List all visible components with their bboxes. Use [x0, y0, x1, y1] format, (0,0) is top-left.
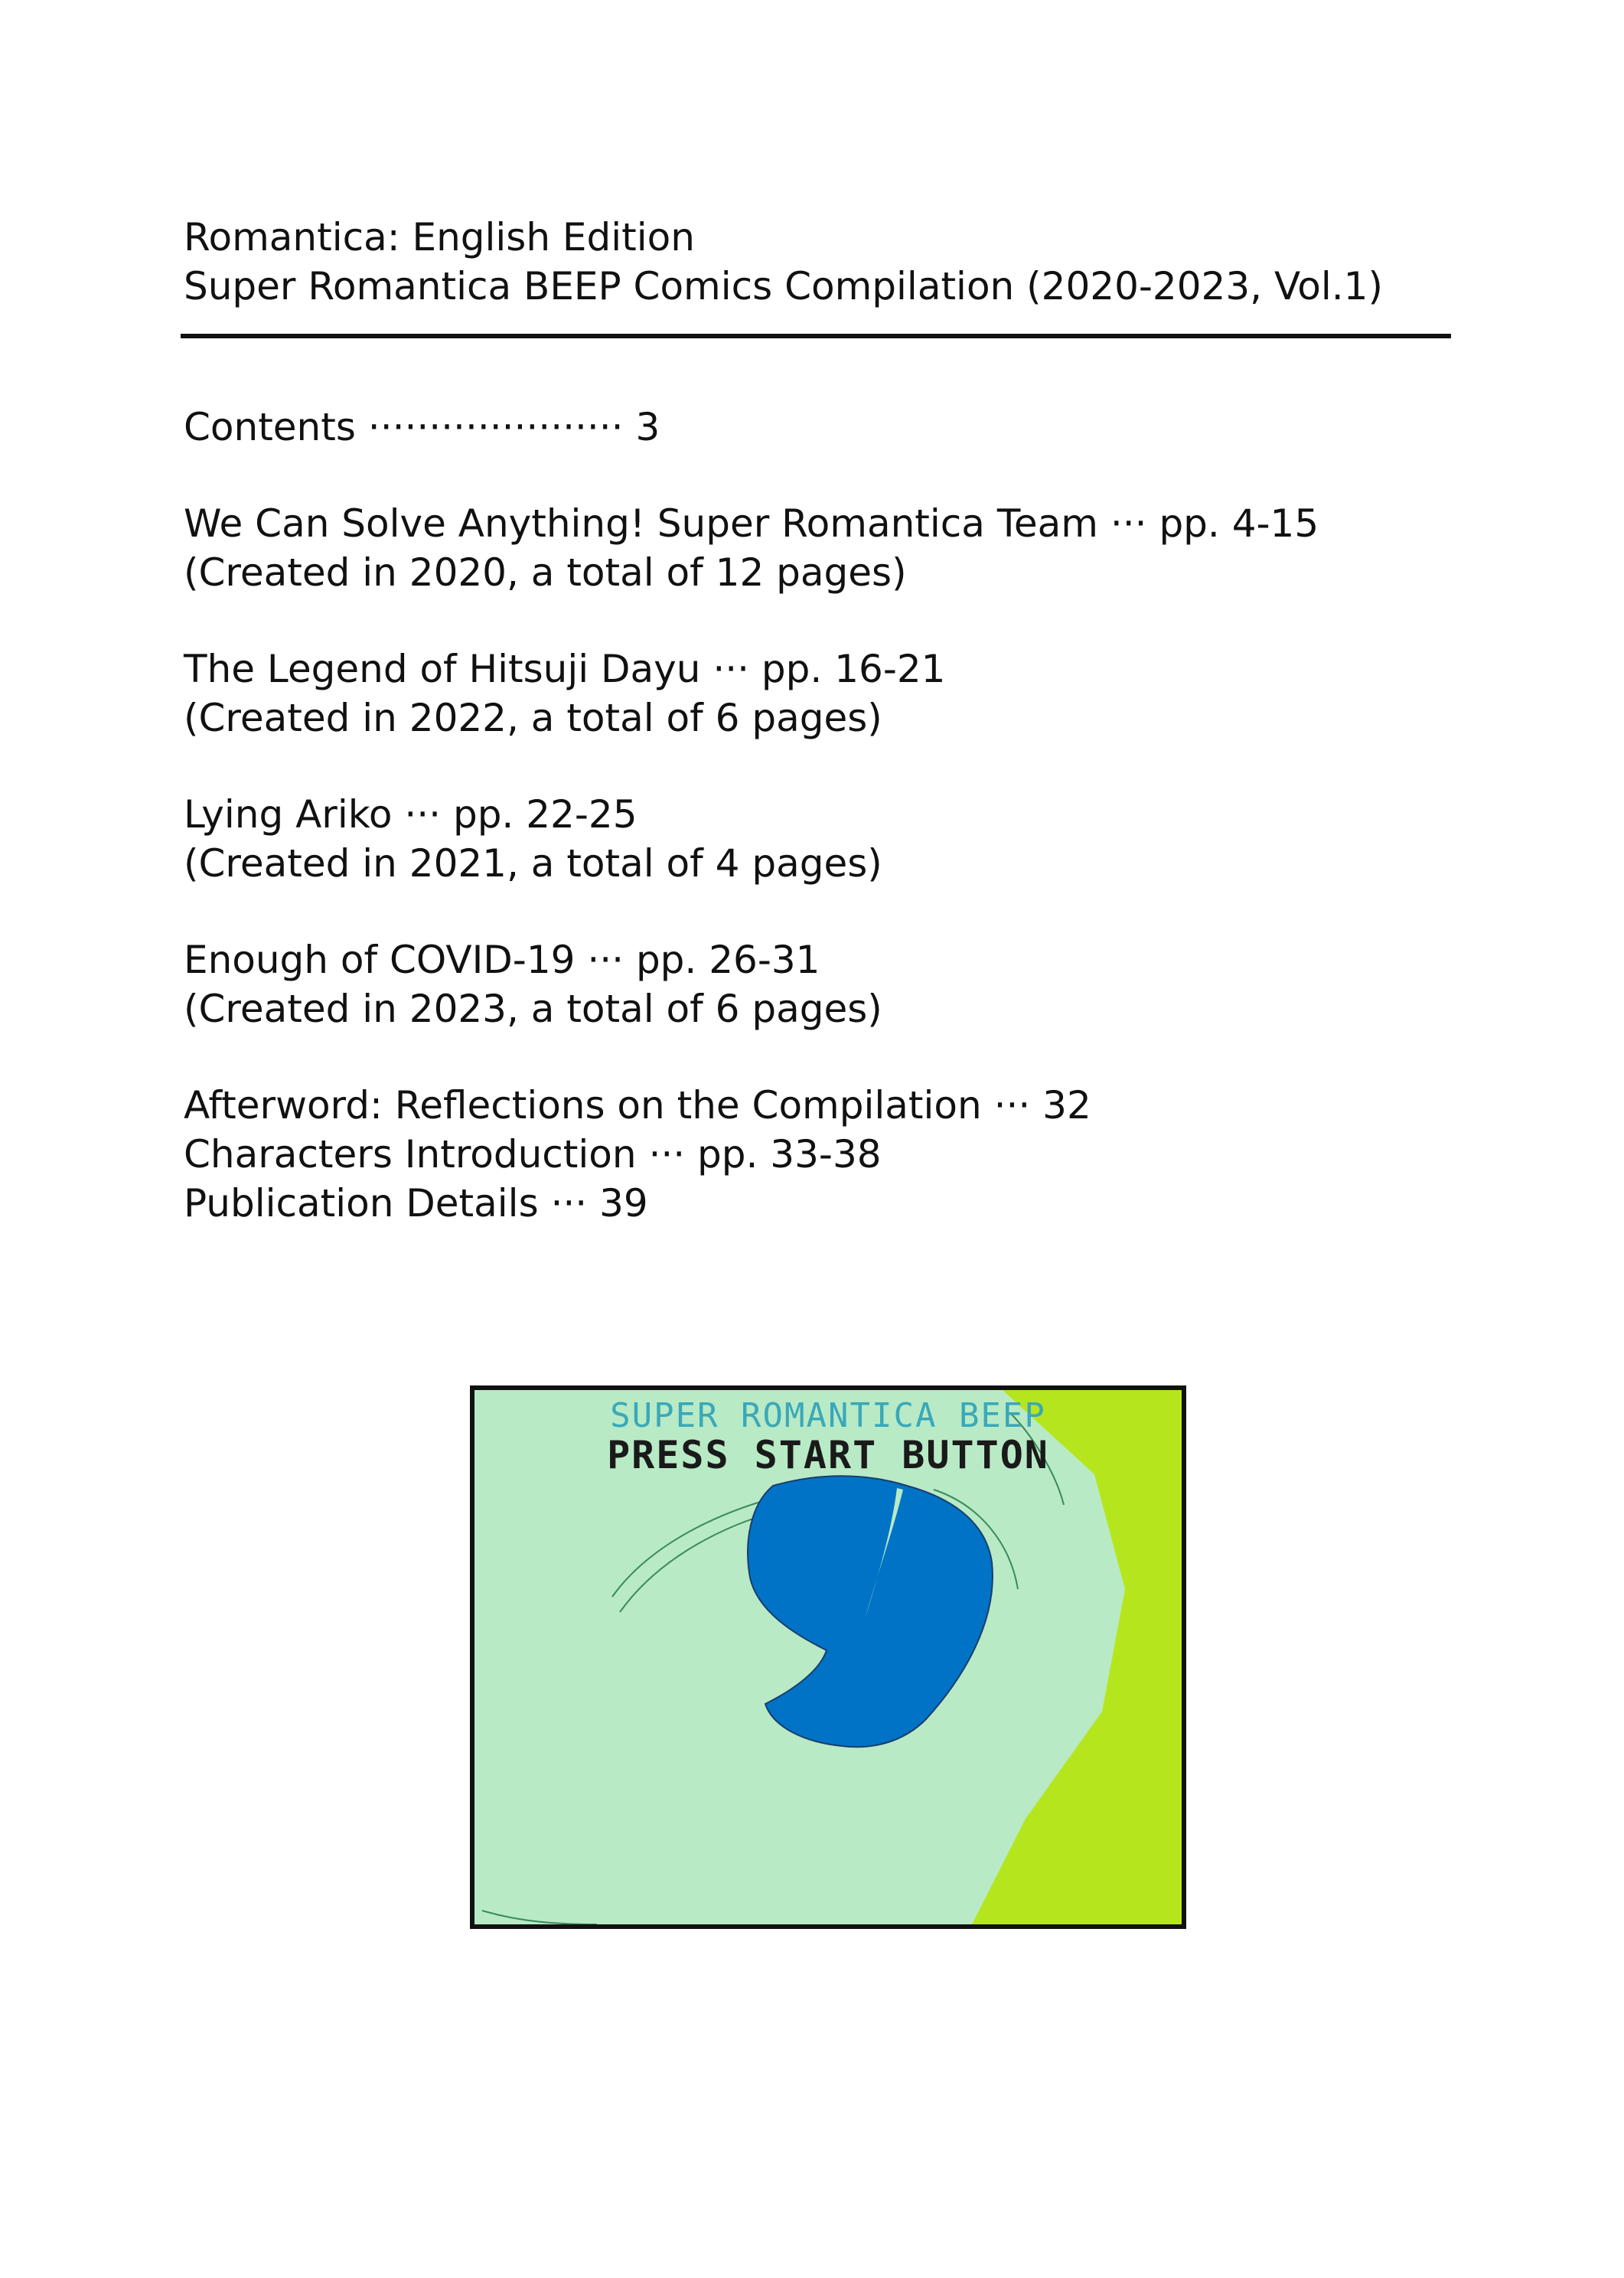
toc-entry-title: We Can Solve Anything! Super Romantica Team ··· pp. 4-15	[184, 501, 1319, 546]
toc-extra-entry: Afterword: Reflections on the Compilation ··· 32	[184, 1083, 1091, 1128]
toc-entry-title: The Legend of Hitsuji Dayu ··· pp. 16-21	[184, 647, 946, 691]
toc-entry-note: (Created in 2021, a total of 4 pages)	[184, 841, 882, 886]
title-screen-illustration	[470, 1385, 1186, 1929]
document-subtitle: Super Romantica BEEP Comics Compilation (2020-2023, Vol.1)	[184, 264, 1383, 308]
toc-entry-note: (Created in 2022, a total of 6 pages)	[184, 696, 882, 740]
toc-entry-note: (Created in 2023, a total of 6 pages)	[184, 987, 882, 1031]
toc-extra-entry: Publication Details ··· 39	[184, 1181, 648, 1225]
header-divider	[181, 334, 1451, 338]
header	[184, 213, 1454, 311]
toc-extra-entry: Characters Introduction ··· pp. 33-38	[184, 1132, 882, 1177]
toc-entry-title: Lying Ariko ··· pp. 22-25	[184, 792, 638, 837]
toc-entry-title: Enough of COVID-19 ··· pp. 26-31	[184, 938, 820, 982]
press-start-text: PRESS START BUTTON	[607, 1433, 1049, 1477]
toc-entry-note: (Created in 2020, a total of 12 pages)	[184, 550, 907, 595]
contents-entry: Contents ····················· 3	[184, 405, 660, 449]
game-title-text: SUPER ROMANTICA BEEP	[610, 1396, 1046, 1435]
document-title: Romantica: English Edition	[184, 215, 695, 259]
table-of-contents	[184, 403, 1454, 1228]
